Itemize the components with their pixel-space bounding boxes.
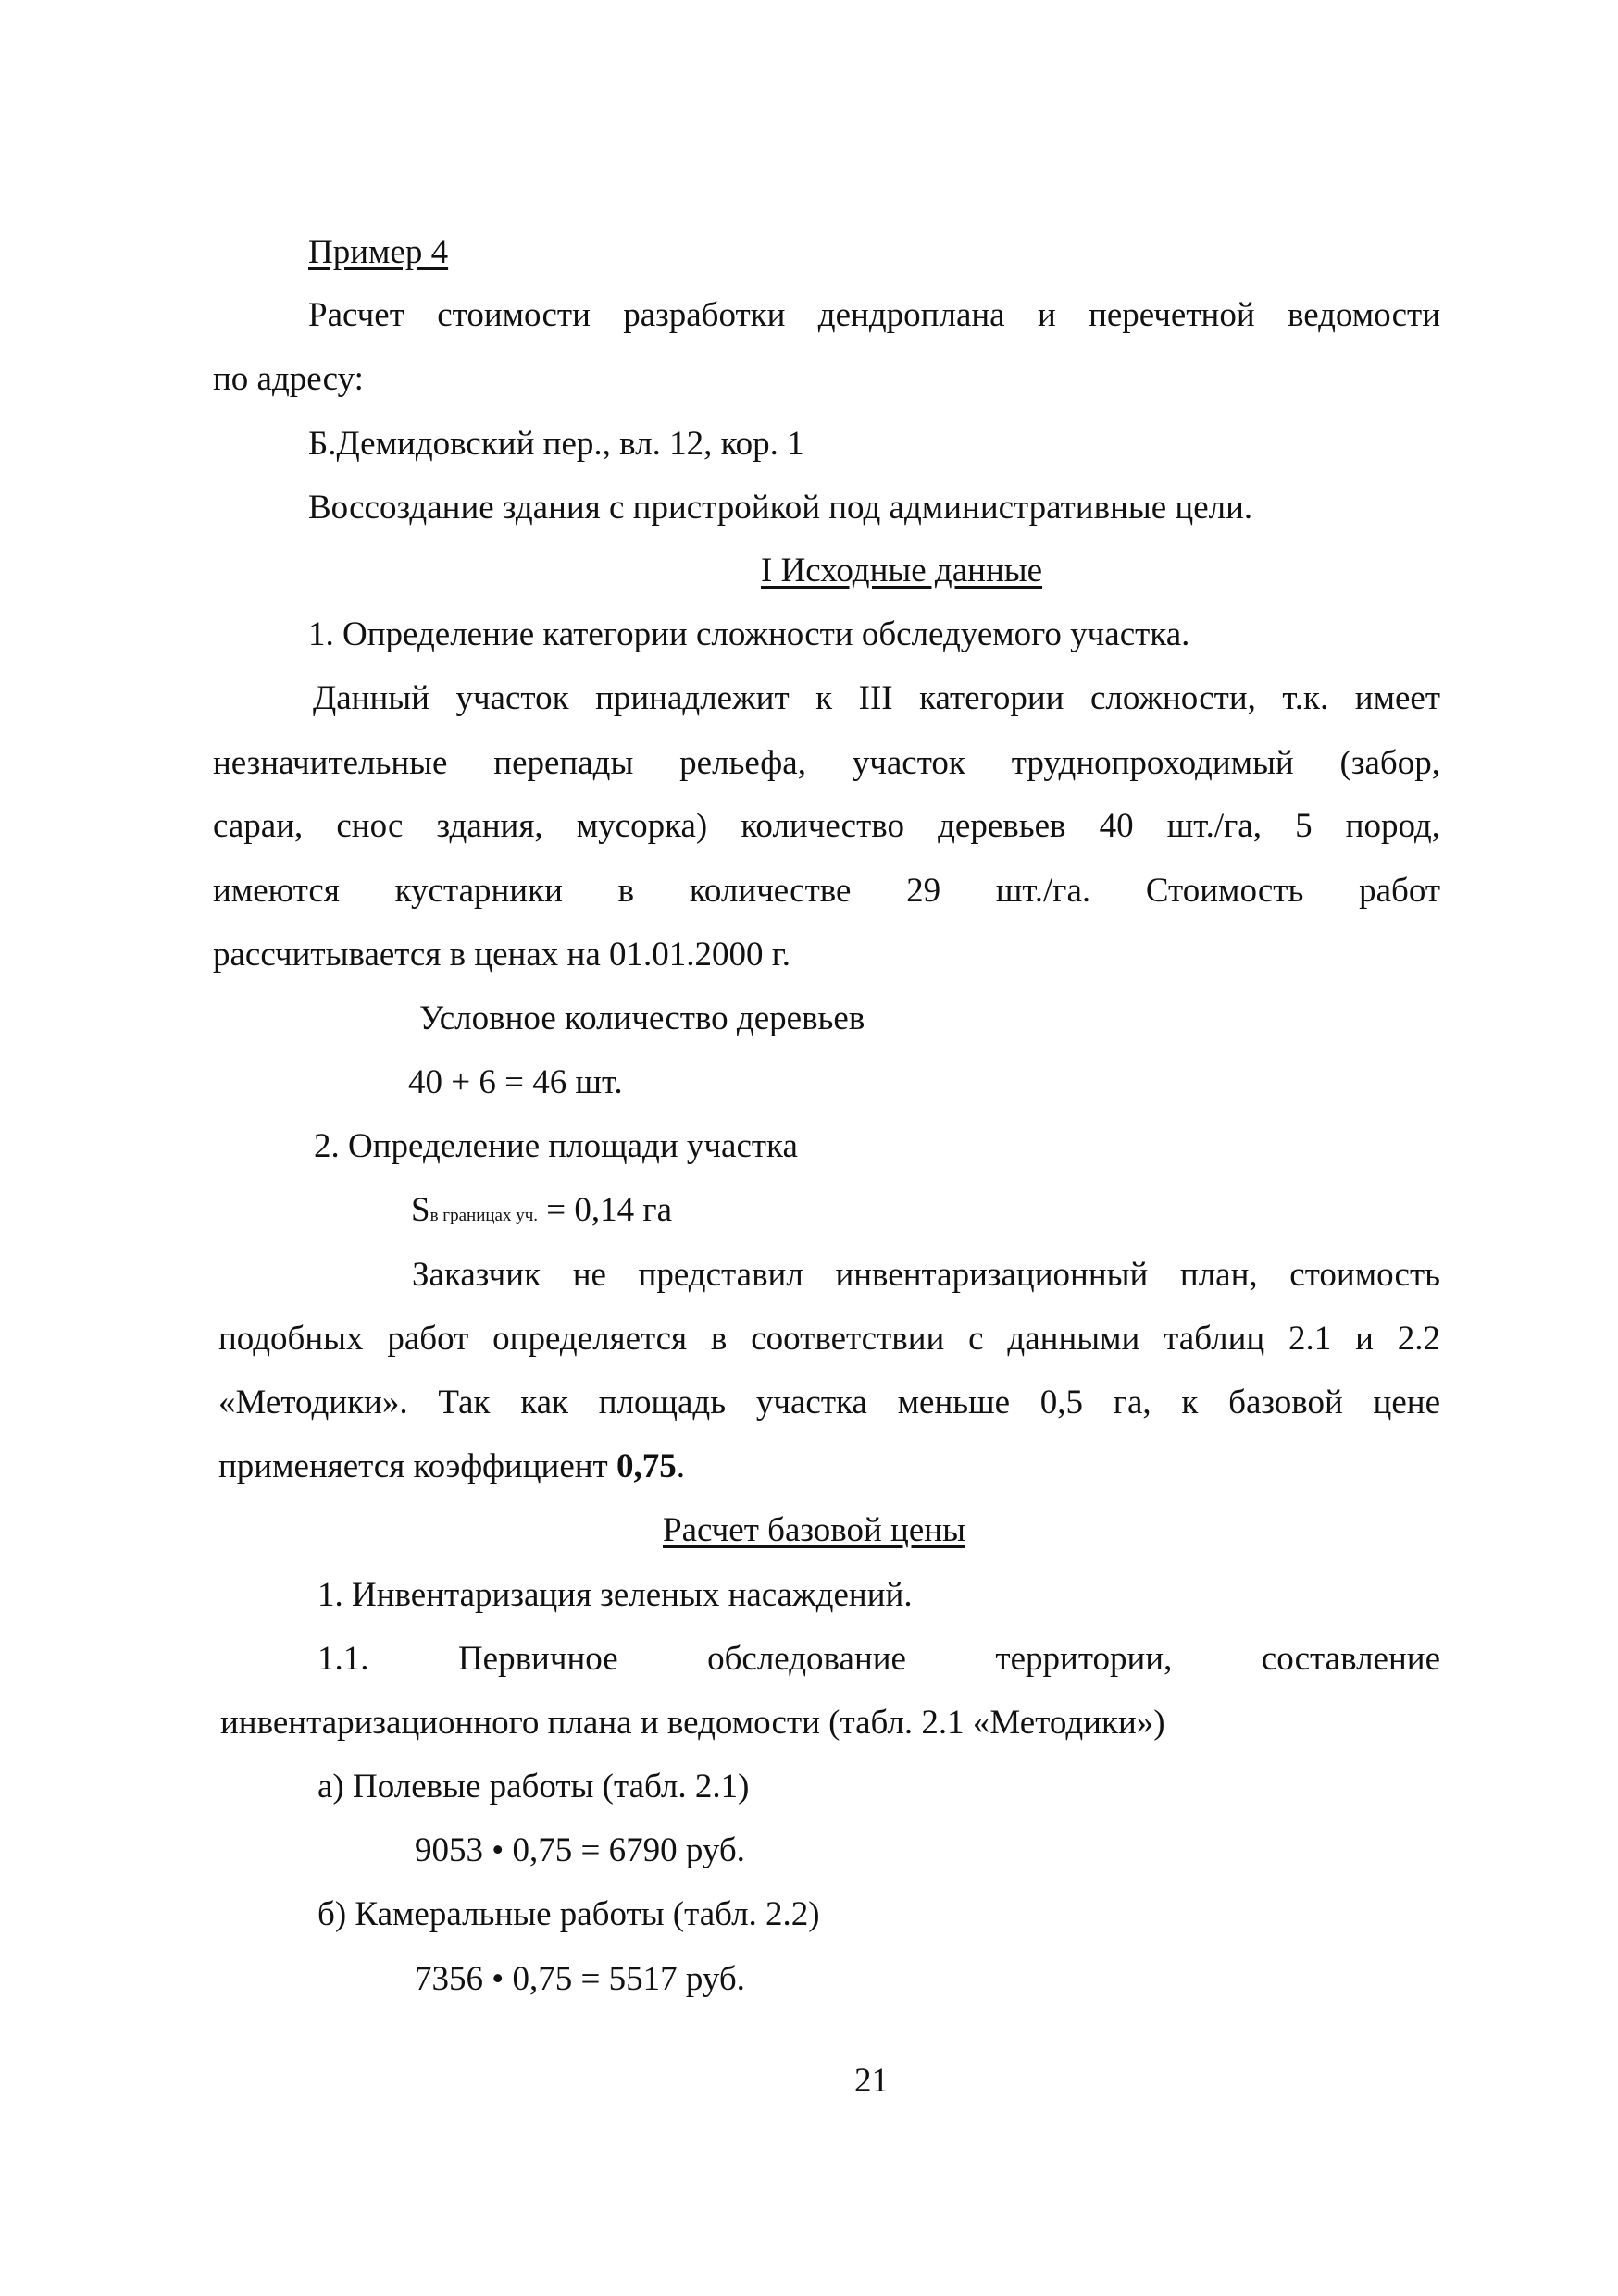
area-symbol: S — [411, 1191, 430, 1229]
address-line: Б.Демидовский пер., вл. 12, кор. 1 — [308, 425, 804, 463]
coefficient-period: . — [676, 1447, 685, 1485]
para-line-5: рассчитывается в ценах на 01.01.2000 г. — [213, 936, 790, 974]
intro-line-1: Расчет стоимости разработки дендроплана и перечетной ведомости — [308, 296, 1440, 334]
area-formula — [411, 1189, 672, 1237]
purpose-line: Воссоздание здания с пристройкой под административные цели. — [308, 489, 1253, 527]
page-number: 21 — [854, 2062, 889, 2100]
para2-line-3: «Методики». Так как площадь участка меньше 0,5 га, к базовой цене — [218, 1384, 1440, 1421]
item-inventory: 1. Инвентаризация зеленых насаждений. — [317, 1576, 913, 1614]
coefficient-value: 0,75 — [616, 1447, 677, 1485]
para2-line-1: Заказчик не представил инвентаризационный план, стоимость — [412, 1256, 1440, 1294]
para-line-1: Данный участок принадлежит к III категории сложности, т.к. имеет — [313, 679, 1440, 717]
para-line-3: сараи, снос здания, мусорка) количество деревьев 40 шт./га, 5 пород, — [213, 807, 1440, 845]
section-title-initial-data: I Исходные данные — [761, 552, 1043, 590]
area-value: = 0,14 га — [538, 1191, 672, 1229]
item-1-1-line-2: инвентаризационного плана и ведомости (табл. 2.1 «Методики») — [220, 1704, 1165, 1742]
example-heading: Пример 4 — [308, 233, 449, 271]
para-line-2: незначительные перепады рельефа, участок труднопроходимый (забор, — [213, 744, 1440, 782]
intro-line-2: по адресу: — [213, 360, 364, 398]
item-2-area: 2. Определение площади участка — [314, 1127, 798, 1165]
conditional-trees-title: Условное количество деревьев — [419, 999, 865, 1037]
section-title-base-price: Расчет базовой цены — [663, 1511, 965, 1549]
conditional-trees-formula: 40 + 6 = 46 шт. — [408, 1063, 623, 1101]
item-1-category: 1. Определение категории сложности обследуемого участка. — [308, 615, 1190, 653]
para-line-4: имеются кустарники в количестве 29 шт./га. Стоимость работ — [213, 872, 1440, 910]
field-work-formula: 9053 • 0,75 = 6790 руб. — [415, 1831, 745, 1869]
coefficient-text: применяется коэффициент — [218, 1447, 616, 1485]
area-subscript: в границах уч. — [429, 1206, 539, 1225]
office-work-label: б) Камеральные работы (табл. 2.2) — [317, 1895, 820, 1933]
office-work-formula: 7356 • 0,75 = 5517 руб. — [415, 1960, 745, 1998]
item-1-1-line-1: 1.1. Первичное обследование территории, составление — [317, 1640, 1440, 1678]
field-work-label: а) Полевые работы (табл. 2.1) — [317, 1768, 750, 1806]
para2-line-4 — [218, 1446, 685, 1488]
para2-line-2: подобных работ определяется в соответствии с данными таблиц 2.1 и 2.2 — [218, 1320, 1440, 1358]
